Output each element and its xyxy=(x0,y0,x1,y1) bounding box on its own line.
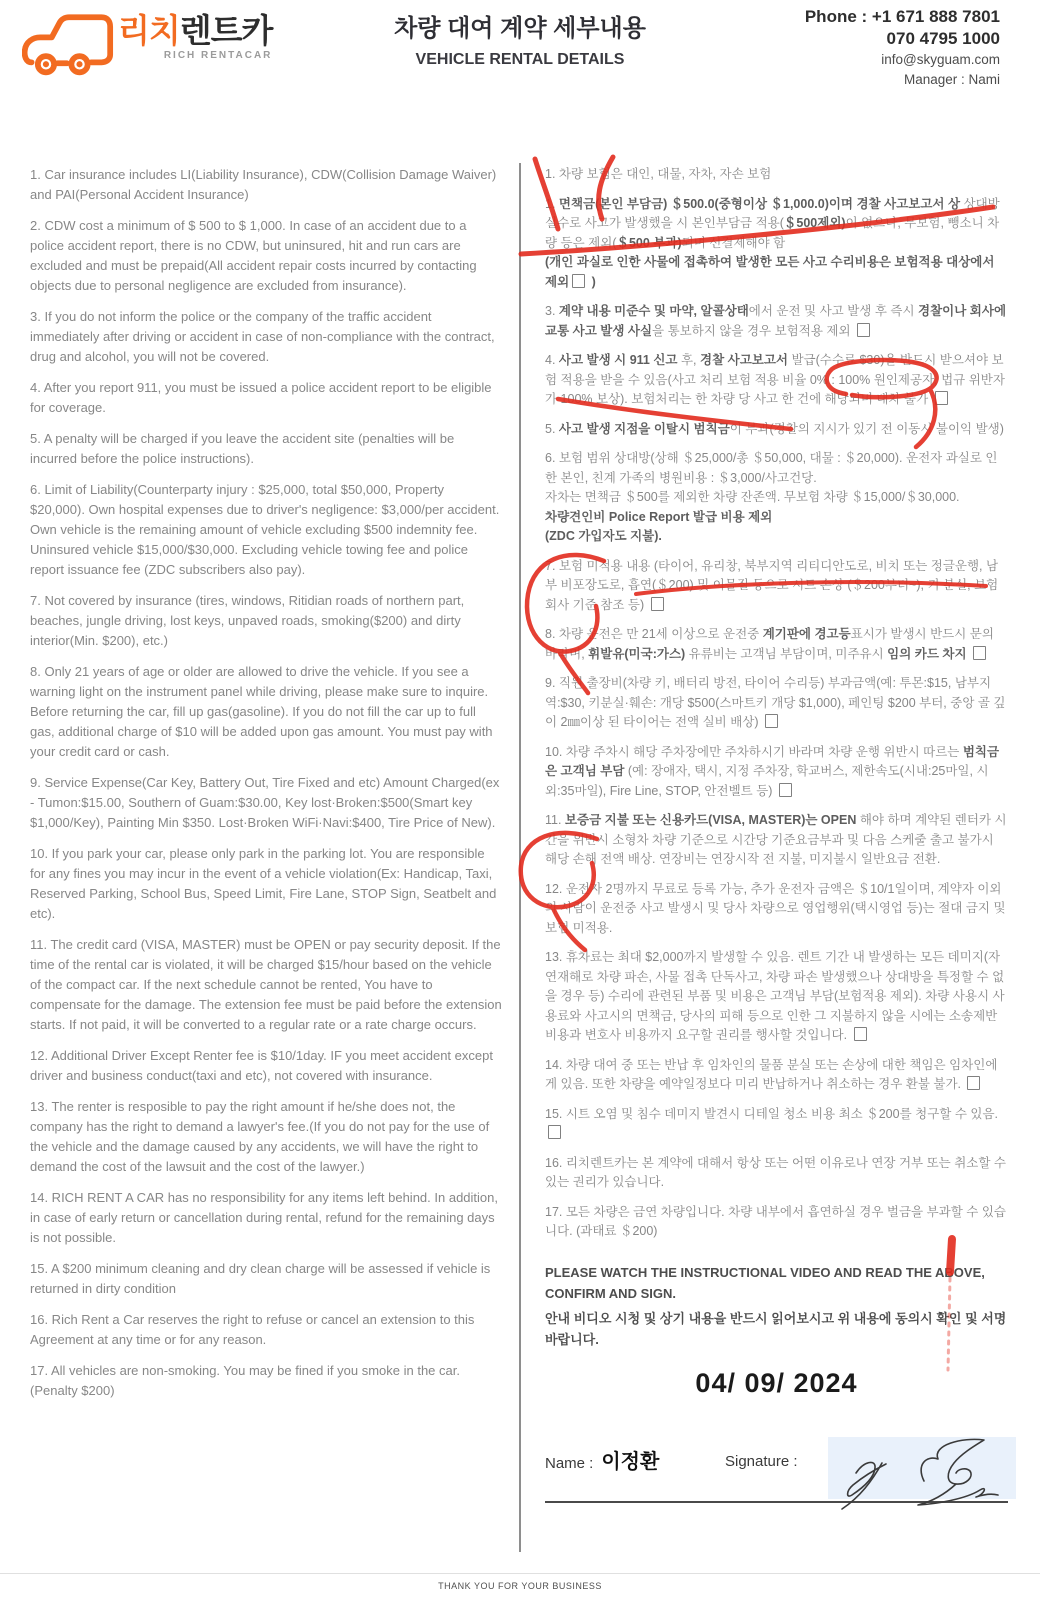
term-text: 10. 차량 주차시 해당 주차장에만 주차하시기 바라며 차량 운행 위반시 따르는 xyxy=(545,744,963,759)
term-paragraph-kr xyxy=(545,195,1008,293)
term-text: 8. 차량 운전은 만 21세 이상으로 운전중 xyxy=(545,627,763,641)
checkbox[interactable] xyxy=(548,1125,561,1139)
term-text: 17. 모든 차량은 금연 차량입니다. 차량 내부에서 흡연하실 경우 벌금을 부과할 수 있습니다. (과태료 ＄200) xyxy=(545,1204,1007,1238)
term-paragraph-en: 6. Limit of Liability(Counterparty injury : $25,000, total $50,000, Property $20,000). Own hospital expenses due to driver's negligence: $3,000/per accident. Own vehicle is the remaining amount of vehicle excluding $500 indemnity fee. Uninsured vehicle $15,000/$30,000. Excluding vehicle towing fee and police report issuance fee (ZDC subscribers also pay). xyxy=(30,482,500,577)
term-text: 되며 선결제해야 함 xyxy=(681,235,786,250)
term-text-bold: ＄500제외) xyxy=(783,216,846,230)
column-divider xyxy=(519,163,521,1552)
term-text-bold: 사고 발생 지점을 이탈시 범칙금 xyxy=(558,421,730,436)
term-text: 3. xyxy=(545,304,559,318)
term-paragraph-kr xyxy=(545,302,1008,341)
term-paragraph-kr xyxy=(545,625,1008,664)
term-paragraph-en: 7. Not covered by insurance (tires, windows, Ritidian roads of northern part, beaches, jungle driving, lost keys, unpaved roads, smoking($200) and dirty interior(Min. $200), etc.) xyxy=(30,593,465,648)
checkbox[interactable] xyxy=(967,1076,980,1090)
term-text: 13. 휴차료는 최대 $2,000까지 발생할 수 있음. 렌트 기간 내 발생하는 모든 데미지(자연재해로 차량 파손, 사물 접촉 단독사고, 차량 파손 발생했으나 상대방을 특정할 수 없을 경우 등) 수리에 관련된 부품 및 비용은 고객님 부담(보험적용 제외). 차량 사용시 사용료와 사고시의 면책금, 당사의 피해 등으로 인한 그 지불하지 않을 시에는 소송제반 비용과 변호사 비용까지 요구할 권리를 행사할 것입니다. xyxy=(545,950,1005,1042)
term-text: 자차는 면책금 ＄500를 제외한 차량 잔존액. 무보험 차량 ＄15,000/＄30,000. xyxy=(545,490,960,504)
term-text: 을 통보하지 않을 경우 보험적용 제외 xyxy=(652,323,854,338)
logo-wordmark: 리치렌트카 xyxy=(118,12,273,49)
checkbox[interactable] xyxy=(572,274,585,288)
term-text-bold: (개인 과실로 인한 사물에 접촉하여 발생한 모든 사고 수리비용은 보험적용 대상에서 제외 xyxy=(545,255,995,289)
term-paragraph-en: 12. Additional Driver Except Renter fee is $10/1day. IF you meet accident except driver and business conduct(taxi and etc), not covered with insurance. xyxy=(30,1048,493,1083)
notice-korean: 안내 비디오 시청 및 상기 내용을 반드시 읽어보시고 위 내용에 동의시 확인 및 서명 바랍니다. xyxy=(545,1310,1007,1347)
renter-name: 이정환 xyxy=(601,1450,660,1473)
term-paragraph-kr xyxy=(545,165,1008,185)
term-text: 1. 차량 보험은 대인, 대물, 자차, 자손 보험 xyxy=(545,167,772,181)
term-paragraph-en: 11. The credit card (VISA, MASTER) must be OPEN or pay security deposit. If the time of the rental car is violated, it will be charged $15/hour based on the vehicle of the compact car. If the next schedule cannot be rented, You have to compensate for the damage. The extension fee must be paid before the extension starts. If not paid, it will be converted to a regular rate or a rate charge occurs. xyxy=(30,937,502,1032)
term-text-bold: 임의 카드 차지 xyxy=(887,646,971,661)
name-field xyxy=(545,1450,660,1474)
term-text-bold: 계기판에 경고등 xyxy=(762,627,851,641)
term-paragraph-en: 9. Service Expense(Car Key, Battery Out, Tire Fixed and etc) Amount Charged(ex - Tumon:$15.00, Southern of Guam:$30.00, Key lost·Broken:$500(Smart key $1,000/Key), Painting Min $350. Lost·Broken WiFi·Navi:$400, Tire Price of New). xyxy=(30,775,500,830)
term-text-bold: ) xyxy=(588,274,596,289)
term-text-bold: 경찰 사고보고서 xyxy=(700,353,788,367)
checkbox[interactable] xyxy=(779,783,792,797)
term-text-bold: (ZDC 가입자도 지불). xyxy=(545,529,662,543)
term-text: 해야 하며 계약된 렌터카 시간을 위반시 소형차 차량 기준으로 시간당 기준요금부과 및 다음 스케줄 출고 불가시 해당 손해 전액 배상. 연장비는 연장시작 전 지불, 미지불시 일반요금 전환. xyxy=(545,813,1007,866)
term-paragraph-en: 17. All vehicles are non-smoking. You may be fined if you smoke in the car. (Penalty $200) xyxy=(30,1363,460,1398)
signature-field[interactable] xyxy=(828,1437,1016,1499)
checkbox[interactable] xyxy=(935,391,948,405)
term-text-bold: ＄500 부과) xyxy=(616,235,682,250)
term-paragraph-kr xyxy=(545,811,1008,870)
checkbox[interactable] xyxy=(765,714,778,728)
term-paragraph-kr xyxy=(545,1154,1008,1193)
term-text: 6. 보험 범위 상대방(상해 ＄25,000/총 ＄50,000, 대물 : ＄20,000). 운전자 과실로 인한 본인, 친계 가족의 병원비용 : ＄3,000/사고건당. xyxy=(545,451,998,485)
term-text: 이 없으나, 무보험, 뺑소니 차량 등은 제외( xyxy=(545,216,1000,250)
term-paragraph-kr xyxy=(545,557,1008,616)
term-text: 발급(수수료 $30)을 반드시 받으셔야 보험 적용을 받을 수 있음(사고 처리 보험 적용 비율 0% : 100% 원인제공자, 법규 위반자가 100% 보상). 보험처리는 한 차량 당 사고 한 건에 해당되며 대차 불가 xyxy=(545,353,1005,406)
term-text: 유류비는 고객님 부담이며, 미주유시 xyxy=(685,646,888,661)
term-text: 1. xyxy=(545,196,559,211)
term-paragraph-en: 1. Car insurance includes LI(Liability Insurance), CDW(Collision Damage Waiver) and PAI(Personal Accident Insurance) xyxy=(30,167,497,202)
term-paragraph-en: 14. RICH RENT A CAR has no responsibility for any items left behind. In addition, in case of early return or cancellation during rental, refund for the remaining days is not possible. xyxy=(30,1190,498,1245)
term-paragraph-en: 5. A penalty will be charged if you leave the accident site (penalties will be incurred before the police instructions). xyxy=(30,431,455,466)
term-paragraph-kr xyxy=(545,1105,1008,1144)
term-paragraph-en: 10. If you park your car, please only park in the parking lot. You are responsible for any fines you may incur in the event of a vehicle violation(Ex: Handicap, Taxi, Reserved Parking, School Bus, Speed Limit, Fire Lane, STOP Sign, Seatbelt and etc). xyxy=(30,846,497,921)
signature-scribble xyxy=(814,1433,1028,1511)
signature-label: Signature : xyxy=(725,1452,798,1470)
term-paragraph-en: 4. After you report 911, you must be issued a police accident report to be eligible for coverage. xyxy=(30,380,492,415)
phone-number-1: Phone : +1 671 888 7801 xyxy=(804,7,1000,26)
contact-info xyxy=(805,6,1000,90)
term-paragraph-kr xyxy=(545,351,1008,410)
term-paragraph-kr xyxy=(545,1056,1008,1095)
signature-row xyxy=(545,1415,1008,1503)
term-text-bold: 차량견인비 Police Report 발급 비용 제외 xyxy=(545,509,773,524)
term-paragraph-en: 2. CDW cost a minimum of $ 500 to $ 1,000. In case of an accident due to a police accident report, there is no CDW, but uninsured, hit and run cars are excluded and must be prepaid(All accident repair costs incurred by contacting objects due to personal negligence are excluded from insurance). xyxy=(30,218,477,293)
term-text: 표시가 발생시 반드시 문의 바라며, xyxy=(545,627,994,661)
notice-english: PLEASE WATCH THE INSTRUCTIONAL VIDEO AND READ THE ABOVE, CONFIRM AND SIGN. xyxy=(545,1264,985,1301)
checkbox[interactable] xyxy=(854,1027,867,1041)
term-text-bold: 계약 내용 미준수 및 마약, 알콜상태 xyxy=(558,304,749,318)
term-paragraph-en: 15. A $200 minimum cleaning and dry clean charge will be assessed if vehicle is returned in dirty condition xyxy=(30,1261,491,1296)
term-paragraph-kr xyxy=(545,1203,1008,1242)
term-text: 이 부과(경찰의 지시가 있기 전 이동시 불이익 발생) xyxy=(729,421,1004,436)
confirmation-notice xyxy=(545,1262,1008,1350)
company-logo xyxy=(22,6,272,88)
english-terms xyxy=(30,165,502,1412)
term-paragraph-kr xyxy=(545,880,1008,939)
term-text: 9. 직원 출장비(차량 키, 배터리 방전, 타이어 수리등) 부과금액(예: 투몬:$15, 남부지역:$30, 키분실·훼손: 개당 $500(스마트키 개당 $1,000), 페인팅 $200 부터, 중앙 골 깊이 2㎜이상 된 타이어는 전액 실비 배상) xyxy=(545,676,1006,729)
footer-divider xyxy=(0,1573,1040,1574)
page-title-english: VEHICLE RENTAL DETAILS xyxy=(415,51,625,68)
term-text-bold: 사고 발생 시 911 신고 xyxy=(558,353,678,367)
term-paragraph-en: 8. Only 21 years of age or older are allowed to drive the vehicle. If you see a warning light on the instrument panel while driving, please make sure to inquire. Before returning the car, fill up gas(gasoline). If you do not fill the car up to full gas, additional charge of $10 will be added upon gas amount. You must pay with your credit card or cash. xyxy=(30,664,493,759)
phone-number-2: 070 4795 1000 xyxy=(886,29,1000,48)
term-text: 7. 보험 미적용 내용 (타이어, 유리창, 북부지역 리티디안도로, 비치 또는 정글운행, 남부 비포장도로, 흡연(＄200) 및 이물질 등으로 시트 손상 (＄200부터~), 키 분실, 보험회사 기준 참조 등) xyxy=(545,558,999,612)
checkbox[interactable] xyxy=(973,646,986,660)
term-text-bold: 범칙금은 고객님 부담 xyxy=(545,744,1000,778)
term-text: 5. xyxy=(545,421,559,436)
checkbox[interactable] xyxy=(651,597,664,611)
car-logo-icon xyxy=(22,6,114,88)
term-text: 4. xyxy=(545,353,559,367)
term-text: 16. 리치렌트카는 본 계약에 대해서 항상 또는 어떤 이유로나 연장 거부 또는 취소할 수 있는 권리가 있습니다. xyxy=(545,1155,1007,1189)
term-paragraph-kr xyxy=(545,948,1008,1046)
term-text-bold: 보증금 지불 또는 신용카드(VISA, MASTER)는 OPEN xyxy=(564,813,857,827)
name-label: Name : xyxy=(545,1454,594,1472)
term-paragraph-en: 16. Rich Rent a Car reserves the right to refuse or cancel an extension to this Agreement at any time or for any reason. xyxy=(30,1312,475,1347)
term-paragraph-en: 3. If you do not inform the police or the company of the traffic accident immediately after driving or accident in case of non-compliance with the contract, drug and alcohol, you will not be covered. xyxy=(30,309,495,364)
term-text: 상대방 실수로 사고가 발생했을 시 본인부담금 적용( xyxy=(545,196,1000,230)
term-text-bold: 경찰이나 회사에 교통 사고 발생 사실 xyxy=(545,304,1007,338)
contract-date: 04/ 09/ 2024 xyxy=(695,1367,858,1398)
term-text-bold: 휘발유(미국:가스) xyxy=(588,646,686,661)
term-paragraph-kr xyxy=(545,674,1008,733)
page-title-korean: 차량 대여 계약 세부내용 xyxy=(394,15,646,42)
term-text: 15. 시트 오염 및 침수 데미지 발견시 디테일 청소 비용 최소 ＄200를 청구할 수 있음. xyxy=(545,1106,999,1121)
term-text: 12. 운전자 2명까지 무료로 등록 가능, 추가 운전자 금액은 ＄10/1일이며, 계약자 이외의 사람이 운전중 사고 발생시 및 당사 차량으로 영업행위(택시영업 등)는 절대 금지 및 보험 미적용. xyxy=(545,881,1006,935)
term-paragraph-kr xyxy=(545,420,1008,440)
term-text: 후, xyxy=(677,353,700,367)
term-paragraph-kr xyxy=(545,449,1008,547)
term-paragraph-en: 13. The renter is resposible to pay the right amount if he/she does not, the company has the right to demand a lawyer's fee.(If you do not pay for the use of the vehicle and the damage caused by any accidents, we will have the right to demand the cost of the lawsuit and the cost of the lawyer.) xyxy=(30,1099,490,1174)
term-text: 14. 차량 대여 중 또는 반납 후 임차인의 물품 분실 또는 손상에 대한 책임은 임차인에게 있음. 또한 차량을 예약일정보다 미리 반납하거나 취소하는 경우 환불 불가. xyxy=(545,1057,998,1091)
footer-thanks: THANK YOU FOR YOUR BUSINESS xyxy=(438,1581,602,1591)
checkbox[interactable] xyxy=(857,323,870,337)
korean-terms xyxy=(545,165,1008,1242)
term-paragraph-kr xyxy=(545,743,1008,802)
email-address: info@skyguam.com xyxy=(881,52,1000,67)
logo-subtitle: RICH RENTACAR xyxy=(163,50,273,61)
term-text: (예: 장애자, 택시, 지정 주차장, 학교버스, 제한속도(시내:25마일, 시외:35마일), Fire Line, STOP, 안전벨트 등) xyxy=(545,764,989,798)
term-text: 11. xyxy=(545,813,565,827)
korean-column xyxy=(545,165,1008,1503)
manager-name: Manager : Nami xyxy=(903,72,1000,87)
term-text-bold: 면책금(본인 부담금) ＄500.0(중형이상 ＄1,000.0)이며 경찰 사고보고서 상 xyxy=(558,196,961,211)
term-text: 에서 운전 및 사고 발생 후 즉시 xyxy=(748,304,919,318)
